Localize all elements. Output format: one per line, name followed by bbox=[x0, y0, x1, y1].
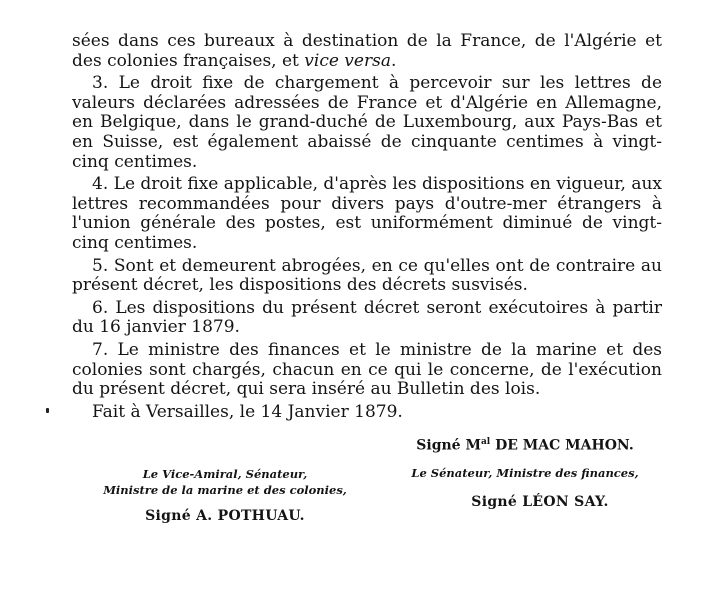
decree-body bbox=[72, 32, 662, 425]
article-3: 3. Le droit fixe de chargement à percevoir sur les lettres de valeurs déclarées adressées de France et d'Algérie en Allemagne, en Belgique, dans le grand-duché de Luxembourg, aux Pays-Bas et en Suisse, est également abaissé de cinquante centimes à vingt-cinq centimes. bbox=[72, 73, 662, 172]
article-7: 7. Le ministre des finances et le ministre de la marine et des colonies sont chargés, chacun en ce qui le concerne, de l'exécution du présent décret, qui sera inséré au Bulletin des lois. bbox=[72, 339, 662, 400]
president-signature-sup: al bbox=[480, 437, 491, 447]
finance-minister-title: Le Sénateur, Ministre des finances, bbox=[411, 466, 639, 480]
marine-minister-title-line-1: Le Vice-Amiral, Sénateur, bbox=[142, 467, 308, 481]
date-place-line: Fait à Versailles, le 14 Janvier 1879. bbox=[92, 401, 403, 422]
president-signature-prefix: Signé M bbox=[416, 437, 481, 454]
marine-minister-signature: Signé A. POTHUAU. bbox=[145, 508, 305, 524]
article-6: 6. Les dispositions du présent décret seront exécutoires à partir du 16 janvier 1879. bbox=[72, 297, 662, 338]
vice-versa-italic: vice versa bbox=[304, 50, 391, 71]
article-4: 4. Le droit fixe applicable, d'après les dispositions en vigueur, aux lettres recommandées pour divers pays d'outre-mer étrangers à l'union générale des postes, est uniformément diminué de vingt-cinq centimes. bbox=[72, 174, 662, 253]
finance-minister-signature: Signé LÉON SAY. bbox=[471, 494, 609, 510]
ink-speck bbox=[46, 408, 49, 413]
paragraph-continued-text: sées dans ces bureaux à destination de la France, de l'Algérie et des colonies françaises, et bbox=[72, 31, 662, 71]
article-5: 5. Sont et demeurent abrogées, en ce qu'elles ont de contraire au présent décret, les dispositions des décrets susvisés. bbox=[72, 255, 662, 296]
marine-minister-title bbox=[80, 466, 370, 498]
paragraph-continued-end: . bbox=[390, 50, 397, 71]
paragraph-continued bbox=[72, 32, 662, 71]
president-signature bbox=[390, 437, 660, 454]
president-signature-name: DE MAC MAHON. bbox=[490, 437, 634, 454]
marine-minister-title-line-2: Ministre de la marine et des colonies, bbox=[103, 483, 347, 497]
